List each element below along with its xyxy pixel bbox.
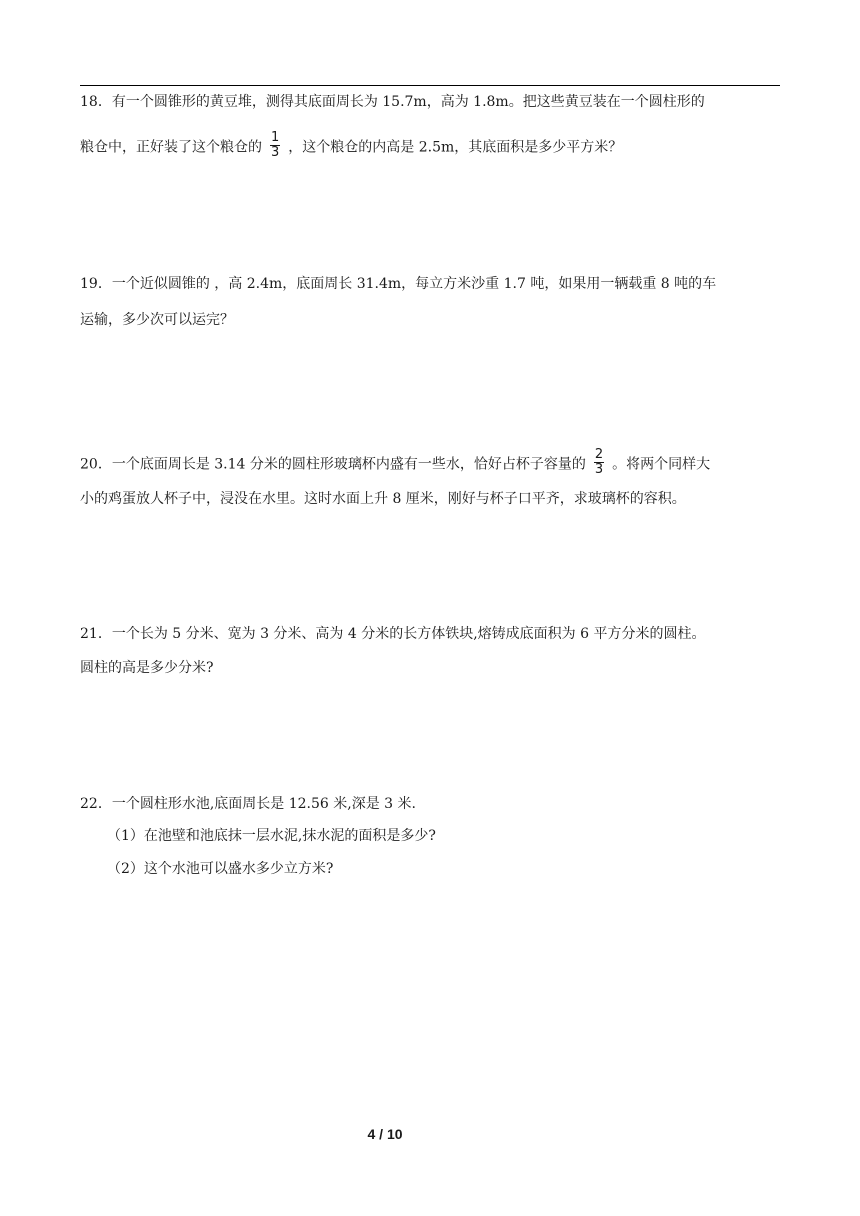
question-19-line-2: 运输，多少次可以运完？ [80,312,234,328]
question-21-line-1: 21．一个长为 5 分米、宽为 3 分米、高为 4 分米的长方体铁块,熔铸成底面积为 6 平方分米的圆柱。 [80,626,706,642]
page-number: 4 / 10 [367,1126,403,1142]
header-rule [80,85,780,86]
question-22-line-1: 22．一个圆柱形水池,底面周长是 12.56 米,深是 3 米. [80,796,416,812]
question-20-fraction-denominator: 3 [594,462,604,477]
question-18-line-1: 18．有一个圆锥形的黄豆堆，测得其底面周长为 15.7m，高为 1.8m。把这些黄豆装在一个圆柱形的 [80,94,705,110]
question-22-part-2: （2）这个水池可以盛水多少立方米? [107,861,334,877]
question-19-line-1: 19．一个近似圆锥的 ，高 2.4m，底面周长 31.4m，每立方米沙重 1.7 吨，如果用一辆载重 8 吨的车 [80,276,717,292]
question-20-line-1-start: 20．一个底面周长是 3.14 分米的圆柱形玻璃杯内盛有一些水，恰好占杯子容量的 [80,456,586,473]
question-20-line-1-end: 。将两个同样大 [612,456,711,473]
question-22-part-1: （1）在池壁和池底抹一层水泥,抹水泥的面积是多少? [107,828,436,844]
question-18-fraction-numerator: 1 [271,130,280,145]
question-20-fraction [594,448,604,477]
question-18-fraction-denominator: 3 [271,145,280,160]
question-21-line-2: 圆柱的高是多少分米? [80,660,214,676]
question-20-line-1 [80,447,711,479]
question-18-line-2-start: 粮仓中，正好装了这个粮仓的 [80,139,262,156]
question-18-line-2 [80,130,623,162]
question-20-line-2: 小的鸡蛋放人杯子中，浸没在水里。这时水面上升 8 厘米，刚好与杯子口平齐，求玻璃杯的容积。 [80,491,686,507]
question-20-fraction-numerator: 2 [594,447,604,462]
question-18-fraction [270,131,280,160]
question-18-line-2-end: ，这个粮仓的内高是 2.5m，其底面积是多少平方米？ [288,139,623,156]
